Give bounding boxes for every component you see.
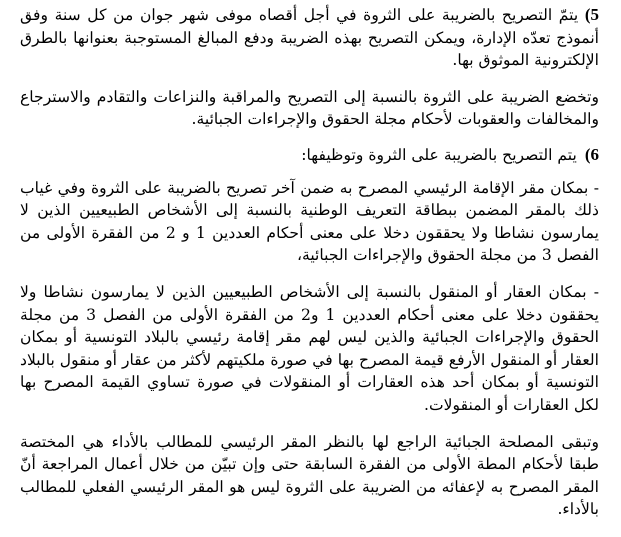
section-6-heading-text: يتم التصريح بالضريبة على الثروة وتوظيفها: (301, 145, 577, 164)
bullet-paragraph-2: - بمكان العقار أو المنقول بالنسبة إلى الأشخاص الطبيعيين الذين لا يمارسون نشاطا ولا يحققون دخلا على معنى أحكام العددين 1 و2 من الفقرة الأولى من الفصل 3 من مجلة الحقوق والإجراءات الجبائية والذين ليس لهم مقر إقامة رئيسي بالبلاد التونسية أو بمكان العقار أو المنقول الأرفع قيمة المصرح بها في صورة ملكيتهم لأكثر من عقار أو منقول بالبلاد التونسية أو بمكان أحد هذه العقارات أو المنقولات في صورة تساوي القيمة المصرح بها لكل العقارات أو المنقولات. (20, 282, 599, 414)
section-5-text: يتمّ التصريح بالضريبة على الثروة في أجل أقصاه موفى شهر جوان من كل سنة وفق أنموذج تعدّه الإدارة، ويمكن التصريح بهذه الضريبة ودفع المبالغ المستوجبة بعنوانها بالطرق الإلكترونية الموثوق بها. (20, 6, 599, 70)
bullet-paragraph-1: - بمكان مقر الإقامة الرئيسي المصرح به ضمن آخر تصريح بالضريبة على الثروة وفي غياب ذلك بالمقر المضمن ببطاقة التعريف الوطنية بالنسبة إلى الأشخاص الطبيعيين الذين لا يمارسون نشاطا ولا يحققون دخلا على معنى أحكام العددين 1 و 2 من الفقرة الأولى من الفصل 3 من مجلة الحقوق والإجراءات الجبائية، (20, 178, 599, 265)
section-5-paragraph (20, 4, 599, 72)
paragraph-gap (20, 131, 599, 144)
paragraph-gap (20, 267, 599, 281)
paragraph-gap (20, 72, 599, 86)
section-5-second-paragraph: وتخضع الضريبة على الثروة بالنسبة إلى التصريح والمراقبة والنزاعات والتقادم والاسترجاع والمخالفات والعقوبات لأحكام مجلة الحقوق والإجراءات الجبائية. (20, 87, 599, 129)
section-6-heading (20, 144, 599, 167)
closing-paragraph: وتبقى المصلحة الجبائية الراجع لها بالنظر المقر الرئيسي للمطالب بالأداء هي المختصة طبقا لأحكام المطة الأولى من الفقرة السابقة حتى وإن تبيّن من خلال أعمال المراجعة أنّ المقر المصرح به لإعفائه من الضريبة على الثروة ليس هو المقر الرئيسي الفعلي للمطالب بالأداء. (20, 432, 599, 519)
paragraph-gap (20, 417, 599, 431)
section-5-number: 5) (584, 5, 599, 24)
paragraph-gap (20, 167, 599, 177)
section-6-number: 6) (584, 144, 599, 164)
